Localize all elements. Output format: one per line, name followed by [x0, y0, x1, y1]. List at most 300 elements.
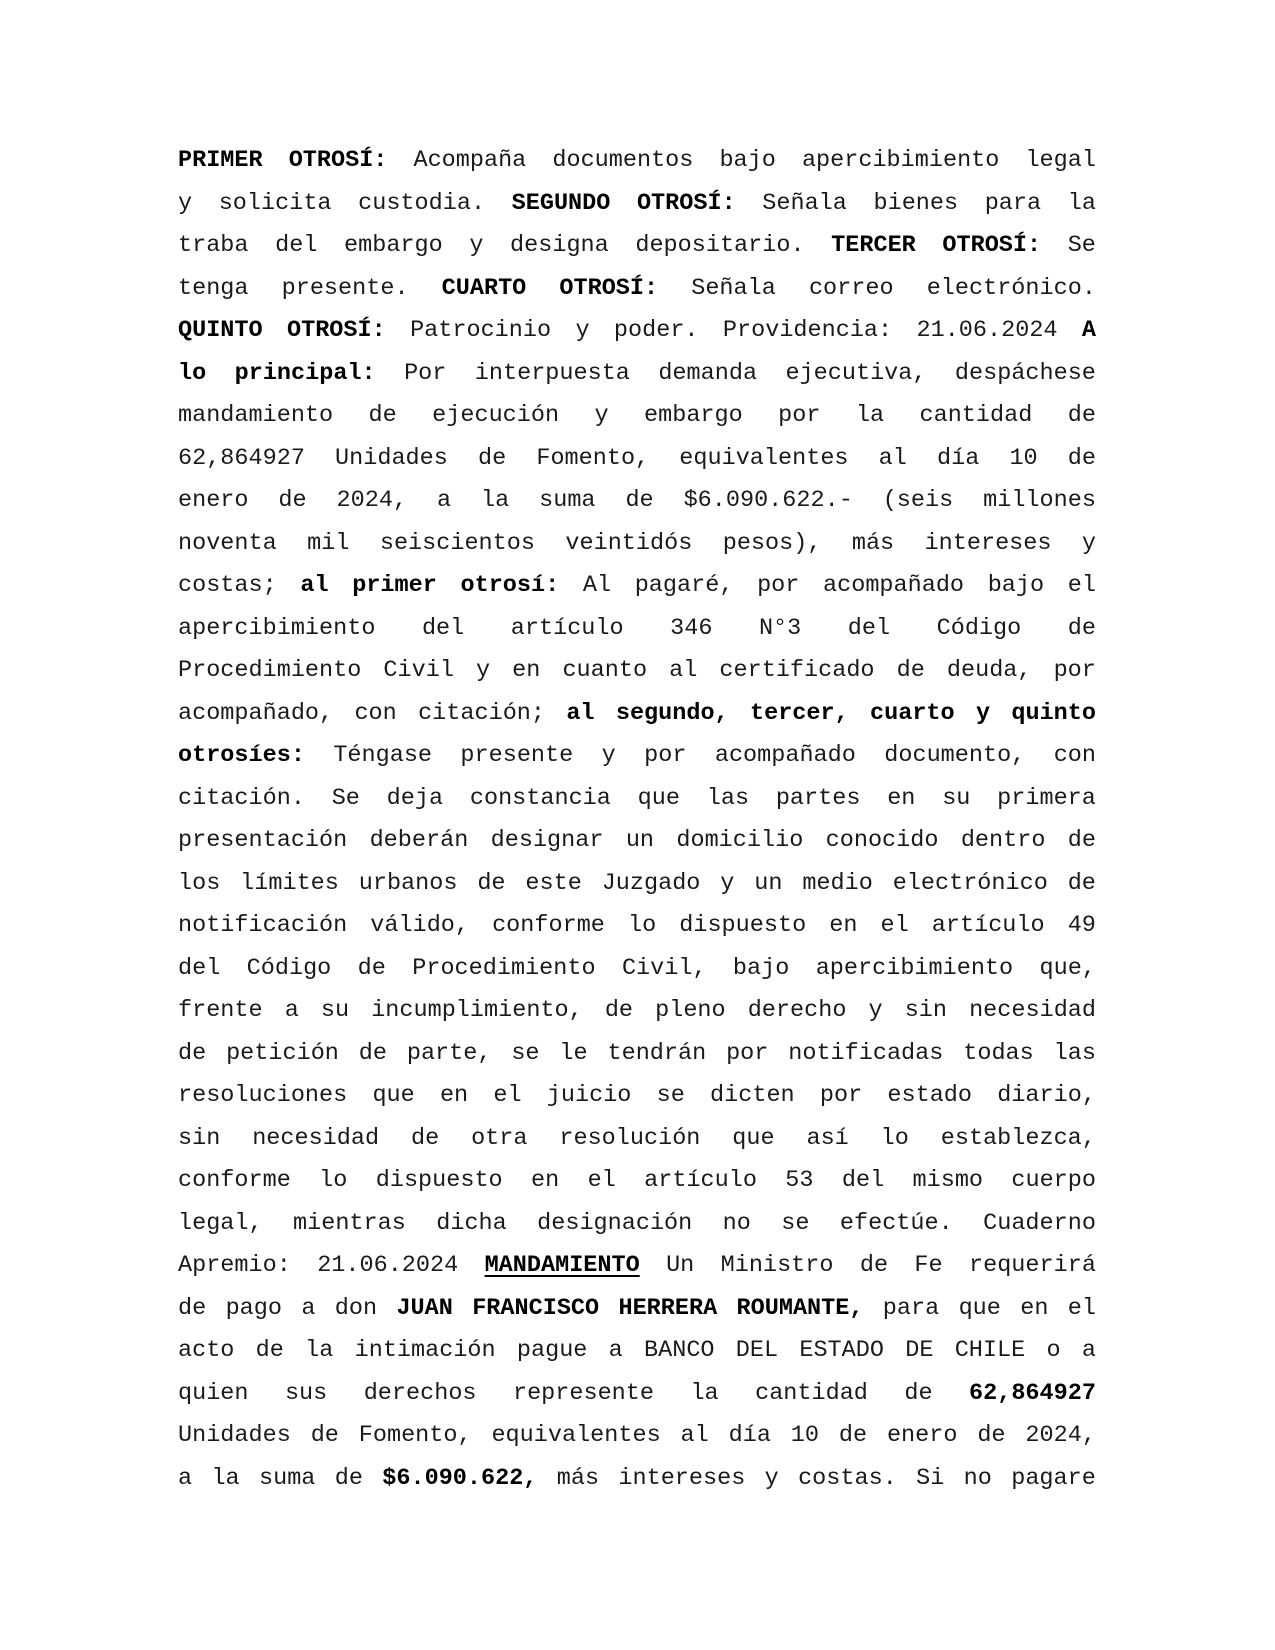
word: electrónico	[892, 869, 1048, 897]
text-line	[178, 820, 1096, 863]
word: en	[531, 1167, 560, 1194]
bold-word: QUINTO	[178, 317, 263, 344]
word: domicilio	[676, 827, 804, 854]
word: pagare	[1011, 1464, 1096, 1492]
word: día	[937, 444, 980, 472]
word: por	[1053, 657, 1096, 684]
word: cuerpo	[1011, 1167, 1096, 1194]
word: el	[1067, 1294, 1096, 1322]
word: custodia.	[358, 189, 486, 217]
word: suma	[539, 487, 596, 514]
word: correo	[808, 274, 894, 302]
word: 10	[1009, 444, 1038, 472]
word: quien	[178, 1379, 249, 1407]
word: en	[512, 657, 541, 684]
word: embargo	[344, 232, 443, 259]
word: requerirá	[969, 1252, 1096, 1279]
text-line	[178, 183, 1096, 226]
word: no	[722, 1209, 751, 1237]
word: a	[284, 997, 299, 1024]
bold-word: cuarto	[870, 699, 955, 727]
word: los	[178, 869, 221, 897]
bold-word: segundo,	[615, 699, 729, 727]
word: cuanto	[562, 657, 648, 684]
text-line	[178, 140, 1096, 183]
word: de	[904, 1379, 933, 1407]
text-line	[178, 778, 1096, 821]
word: dispuesto	[375, 1167, 503, 1194]
text-line	[178, 650, 1096, 693]
word: de	[838, 1422, 868, 1449]
word: medio	[802, 869, 873, 897]
word: notificación	[178, 912, 348, 939]
text-line	[178, 863, 1096, 906]
word: designa	[510, 232, 609, 259]
word: por	[819, 1082, 863, 1109]
word: frente	[178, 997, 263, 1024]
word: que	[958, 1294, 1001, 1322]
bold-word: ROUMANTE,	[736, 1294, 864, 1322]
word: el	[1067, 572, 1096, 599]
bold-word: otrosíes:	[178, 742, 305, 769]
word: partes	[775, 784, 861, 812]
word: la	[1067, 189, 1096, 217]
word: intereses	[618, 1464, 746, 1492]
word: de	[357, 954, 386, 982]
word: derecho	[747, 997, 847, 1024]
word: se	[781, 1209, 810, 1237]
word: cantidad	[755, 1379, 868, 1407]
word: del	[841, 1167, 885, 1194]
word: DEL	[735, 1337, 779, 1364]
word: del	[275, 232, 318, 259]
word: don	[334, 1294, 378, 1322]
word: Civil	[383, 657, 454, 684]
word: Por	[404, 359, 447, 387]
word: primera	[997, 784, 1096, 812]
text-line	[178, 1118, 1096, 1161]
word: del	[847, 614, 891, 642]
word: presente.	[281, 274, 409, 302]
word: Un	[666, 1252, 695, 1279]
text-line	[178, 565, 1096, 608]
word: enero	[886, 1422, 958, 1449]
word: del	[421, 614, 465, 642]
word: costas;	[178, 572, 277, 599]
text-line	[178, 480, 1096, 523]
word: acto	[178, 1337, 235, 1364]
bold-word: OTROSÍ:	[636, 189, 736, 217]
word: Se	[1067, 232, 1096, 259]
word: dicha	[436, 1209, 507, 1237]
text-line	[178, 1373, 1096, 1416]
word: lo	[319, 1167, 348, 1194]
word: a	[608, 1337, 623, 1364]
word: mil	[307, 529, 350, 557]
word: su	[942, 784, 971, 812]
word: documentos	[552, 147, 694, 174]
word: conforme	[492, 912, 605, 939]
bold-word: $6.090.622,	[382, 1464, 538, 1492]
word: Procedimiento	[412, 954, 596, 982]
word: del	[178, 954, 221, 982]
word: por	[726, 1039, 769, 1067]
word: equivalentes	[491, 1422, 661, 1449]
bold-word: PRIMER	[178, 147, 263, 174]
word: designación	[537, 1209, 693, 1237]
word: suma	[258, 1464, 316, 1492]
word: se	[656, 1082, 685, 1109]
word: urbanos	[358, 869, 458, 897]
word: que	[637, 784, 680, 812]
word: electrónico.	[926, 274, 1096, 302]
word: citación;	[418, 699, 545, 727]
text-line	[178, 225, 1096, 268]
word: Unidades	[335, 444, 448, 472]
word: de	[278, 487, 307, 514]
text-line	[178, 1203, 1096, 1246]
word: 2024,	[336, 487, 408, 514]
word: a	[178, 1464, 193, 1492]
word: millones	[983, 487, 1096, 514]
bold-word: OTROSÍ:	[286, 317, 386, 344]
word: BANCO	[644, 1337, 715, 1364]
bold-word: JUAN	[396, 1294, 453, 1322]
word: embargo	[644, 402, 743, 429]
word: de	[1067, 444, 1096, 472]
word: el	[493, 1082, 522, 1109]
word: cantidad	[919, 402, 1033, 429]
word: acompañado	[714, 742, 856, 769]
word: pagaré,	[634, 572, 734, 599]
word: no	[963, 1464, 992, 1492]
word: certificado	[719, 657, 875, 684]
word: ejecución	[432, 402, 560, 429]
word: para	[984, 189, 1042, 217]
word: dentro	[960, 827, 1046, 854]
word: al	[878, 444, 907, 472]
word: válido,	[370, 912, 470, 939]
word: solicita	[218, 189, 332, 217]
word: límites	[240, 869, 339, 897]
word: y	[868, 997, 883, 1024]
word: juicio	[546, 1082, 632, 1109]
bold-word: SEGUNDO	[511, 189, 611, 217]
word: 2024,	[1025, 1422, 1096, 1449]
word: de	[977, 1422, 1006, 1449]
word: Código	[936, 614, 1022, 642]
word: de	[625, 487, 654, 514]
word: designar	[490, 827, 604, 854]
word: interpuesta	[474, 359, 630, 387]
word: seiscientos	[379, 529, 535, 557]
word: ejecutiva,	[785, 359, 927, 387]
word: Señala	[691, 274, 776, 302]
word: con	[354, 699, 397, 727]
word: artículo	[510, 614, 624, 642]
text-line	[178, 1245, 1096, 1288]
word: legal,	[178, 1209, 263, 1237]
word: Patrocinio	[410, 317, 552, 344]
word: Providencia:	[722, 317, 893, 344]
word: 10	[790, 1422, 820, 1449]
word: apercibimiento	[801, 147, 1000, 174]
word: Unidades	[178, 1422, 291, 1449]
word: de	[310, 1422, 339, 1449]
word: deuda,	[946, 657, 1032, 684]
word: diario,	[997, 1082, 1096, 1109]
text-line	[178, 1330, 1096, 1373]
word: la	[305, 1337, 334, 1364]
word: Civil,	[621, 954, 707, 982]
word: bienes	[873, 189, 959, 217]
word: y	[178, 189, 193, 217]
word: ESTADO	[799, 1337, 884, 1364]
bold-word: primer	[352, 572, 437, 599]
word: acompañado	[823, 572, 965, 599]
word: DE	[905, 1337, 934, 1364]
word: dicten	[710, 1082, 795, 1109]
bold-word: otrosí:	[460, 572, 560, 599]
word: equivalentes	[679, 444, 849, 472]
word: despáchese	[954, 359, 1096, 387]
text-line	[178, 310, 1096, 353]
word: deja	[386, 784, 444, 812]
word: Ministro	[720, 1252, 834, 1279]
word: incumplimiento,	[371, 997, 583, 1024]
word: un	[625, 827, 655, 854]
word: de	[1067, 827, 1096, 854]
word: conforme	[178, 1167, 291, 1194]
word: (seis	[882, 487, 954, 514]
word: de	[410, 1124, 440, 1152]
word: bajo	[719, 147, 776, 174]
word: en	[829, 912, 858, 939]
word: de	[255, 1337, 284, 1364]
bold-word: FRANCISCO	[472, 1294, 600, 1322]
word: y	[720, 869, 735, 897]
word: mientras	[293, 1209, 406, 1237]
text-line	[178, 948, 1096, 991]
word: efectúe.	[839, 1209, 953, 1237]
word: represente	[512, 1379, 654, 1407]
word: el	[587, 1167, 616, 1194]
word: al	[669, 657, 698, 684]
word: de	[178, 1039, 207, 1067]
text-line	[178, 608, 1096, 651]
word: que	[372, 1082, 415, 1109]
word: intimación	[354, 1337, 496, 1364]
word: de	[896, 657, 925, 684]
word: parte,	[406, 1039, 492, 1067]
bold-word: principal:	[234, 359, 376, 387]
text-line	[178, 353, 1096, 396]
word: citación.	[178, 784, 305, 812]
word: Se	[331, 784, 360, 812]
word: la	[211, 1464, 240, 1492]
word: mandamiento	[178, 402, 334, 429]
word: en	[887, 784, 916, 812]
word: veintidós	[565, 529, 693, 557]
bold-word: al	[300, 572, 329, 599]
word: 53	[785, 1167, 814, 1194]
word: establezca,	[940, 1124, 1096, 1152]
word: y	[601, 742, 616, 769]
word: enero	[178, 487, 249, 514]
text-line	[178, 523, 1096, 566]
word: a	[301, 1294, 316, 1322]
word: que,	[1039, 954, 1096, 982]
word: más	[556, 1464, 600, 1492]
word: Juzgado	[601, 869, 701, 897]
word: pago	[225, 1294, 282, 1322]
word: por	[757, 572, 800, 599]
text-line	[178, 1288, 1096, 1331]
text-line	[178, 693, 1096, 736]
word: pague	[516, 1337, 588, 1364]
word: CHILE	[954, 1337, 1026, 1364]
word: sin	[178, 1124, 221, 1152]
word: estado	[887, 1082, 973, 1109]
word: de	[604, 997, 634, 1024]
word: de	[859, 1252, 889, 1279]
word: presente	[460, 742, 574, 769]
word: de	[1067, 869, 1096, 897]
word: y	[1081, 529, 1096, 557]
word: este	[525, 869, 582, 897]
word: las	[706, 784, 750, 812]
bold-word: HERRERA	[618, 1294, 718, 1322]
word: apercibimiento	[815, 954, 1014, 982]
text-line	[178, 1415, 1096, 1458]
word: de	[368, 402, 397, 429]
word: deberán	[369, 827, 469, 854]
word: de	[1067, 614, 1096, 642]
word: su	[320, 997, 350, 1024]
word: de	[334, 1464, 363, 1492]
word: petición	[226, 1039, 339, 1067]
word: Fomento,	[358, 1422, 472, 1449]
bold-word: lo	[178, 359, 207, 387]
word: Cuaderno	[983, 1209, 1096, 1237]
word: $6.090.622.-	[683, 487, 853, 514]
bold-word: TERCER	[831, 232, 916, 259]
word: las	[1053, 1039, 1096, 1067]
word: de	[1067, 402, 1096, 429]
word: Apremio:	[178, 1252, 291, 1279]
word: tendrán	[607, 1039, 707, 1067]
text-line	[178, 905, 1096, 948]
word: o	[1046, 1337, 1061, 1364]
word: en	[1020, 1294, 1049, 1322]
word: 21.06.2024	[317, 1252, 459, 1279]
word: la	[480, 487, 510, 514]
word: todas	[963, 1039, 1034, 1067]
word: necesidad	[969, 997, 1096, 1024]
word: N°3	[758, 614, 802, 642]
bold-word: A	[1081, 317, 1096, 344]
word: el	[880, 912, 909, 939]
word: constancia	[469, 784, 611, 812]
word: Si	[916, 1464, 945, 1492]
word: otra	[471, 1124, 528, 1152]
word: un	[754, 869, 783, 897]
text-line	[178, 1075, 1096, 1118]
bold-word: CUARTO	[441, 274, 527, 302]
word: día	[728, 1422, 771, 1449]
word: derechos	[363, 1379, 477, 1407]
bold-word: 62,864927	[969, 1379, 1096, 1407]
word: más	[851, 529, 895, 557]
word: presentación	[178, 827, 348, 854]
word: conocido	[825, 827, 939, 854]
word: por	[778, 402, 821, 429]
word: 49	[1067, 912, 1096, 939]
word: depositario.	[635, 232, 805, 259]
word: y	[594, 402, 609, 429]
text-line	[178, 438, 1096, 481]
word: y	[764, 1464, 779, 1492]
word: por	[644, 742, 687, 769]
bold-word: tercer,	[749, 699, 849, 727]
word: y	[469, 232, 484, 259]
word: Fe	[914, 1252, 943, 1279]
word: resoluciones	[178, 1082, 348, 1109]
word: demanda	[658, 359, 758, 387]
word: documento,	[884, 742, 1026, 769]
text-line	[178, 268, 1096, 311]
bold-word: OTROSÍ:	[288, 147, 388, 174]
word: de	[477, 869, 506, 897]
word: 346	[670, 614, 713, 642]
word: bajo	[987, 572, 1045, 599]
word: se	[511, 1039, 540, 1067]
word: lo	[880, 1124, 909, 1152]
word: bajo	[732, 954, 790, 982]
word: legal	[1025, 147, 1096, 174]
word: costas.	[798, 1464, 897, 1492]
bold-word: OTROSÍ:	[559, 274, 659, 302]
word: con	[1053, 742, 1096, 769]
word: Fomento,	[536, 444, 650, 472]
text-line	[178, 1160, 1096, 1203]
word: en	[439, 1082, 469, 1109]
word: y	[575, 317, 590, 344]
word: de	[178, 1294, 207, 1322]
text-line	[178, 990, 1096, 1033]
word: mismo	[912, 1167, 984, 1194]
word: sin	[904, 997, 947, 1024]
text-line	[178, 735, 1096, 778]
word: resolución	[559, 1124, 701, 1152]
word: a	[436, 487, 452, 514]
word: para	[882, 1294, 940, 1322]
word: 21.06.2024	[916, 317, 1058, 344]
word: necesidad	[252, 1124, 380, 1152]
word: la	[690, 1379, 719, 1407]
word: que	[732, 1124, 775, 1152]
word: Al	[582, 572, 612, 599]
word: dispuesto	[679, 912, 807, 939]
word: de	[358, 1039, 387, 1067]
word: artículo	[644, 1167, 757, 1194]
word: de	[478, 444, 507, 472]
word: poder.	[613, 317, 699, 344]
word: acompañado,	[178, 699, 334, 727]
text-line	[178, 395, 1096, 438]
word: apercibimiento	[178, 614, 376, 642]
word: tenga	[178, 274, 249, 302]
